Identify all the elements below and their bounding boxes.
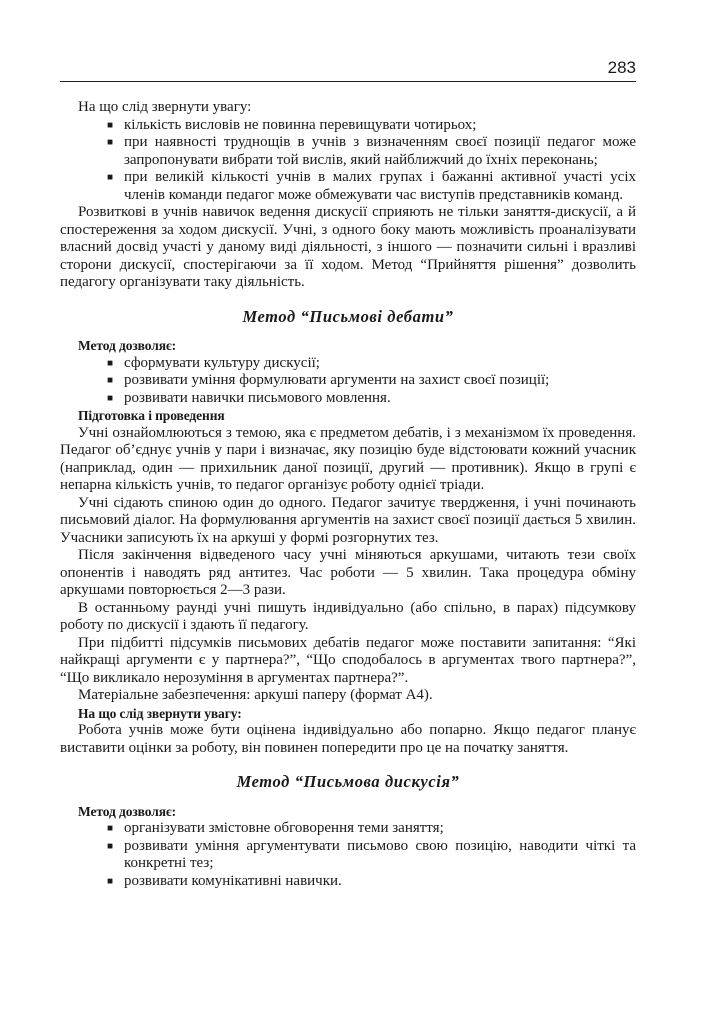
attention-label: На що слід звернути увагу: [78,705,242,721]
page-content [60,99,636,890]
attention-list [60,117,636,205]
page-number: 283 [607,58,636,77]
bullet-icon: ■ [107,137,114,148]
section-heading: Метод “Письмова дискусія” [236,772,460,791]
bullet-icon: ■ [107,357,114,369]
list-item: ■ сформувати культуру дискусії; [107,354,320,371]
header-rule [60,81,636,82]
paragraph: Після закінчення відведеного часу учні міняються аркушами, читають тези своїх опонентів і наводять ряд антитез. Час роботи — 5 хвилин. Така процедура обміну аркушами повторюється 2—3 рази. [60,547,636,598]
bullet-icon: ■ [107,823,114,834]
paragraph: Розвиткові в учнів навичок ведення дискусії сприяють не тільки заняття-дискусії, а й спостереження за ходом дискусії. Учні, з одного боку мають можливість проаналізувати власний досвід участі у даному виді діяльності, з іншого — позначити сильні і вразливі сторони дискусії, спостерігаючи за її ходом. Метод “Прийняття рішення” дозволить педагогу організувати таку діяльність. [60,204,636,290]
paragraph: При підбитті підсумків письмових дебатів педагог може поставити запитання: “Які найкращі аргументи є у партнера?”, “Що сподобалось в аргументах твого партнера?”, “Що викликало нерозуміння в аргументах партнера?”. [60,634,636,686]
paragraph: В останньому раунді учні пишуть індивідуально (або спільно, в парах) підсумкову роботу по дискусії і здають її педагогу. [60,599,636,633]
bullet-icon: ■ [107,119,114,131]
prep-label: Підготовка і проведення [78,408,225,423]
allows-list [60,820,636,890]
allows-label: Метод дозволяє: [78,338,177,353]
allows-label: Метод дозволяє: [78,803,177,819]
list-item: ■ організувати змістовне обговорення теми заняття; [107,820,444,836]
bullet-icon: ■ [107,172,114,183]
paragraph: Робота учнів може бути оцінена індивідуально або попарно. Якщо педагог планує виставити оцінки за роботу, він повинен попередити про це на початку заняття. [60,722,636,756]
section-heading: Метод “Письмові дебати” [242,306,454,326]
bullet-icon: ■ [107,392,114,404]
bullet-icon: ■ [107,840,114,852]
list-item: ■ при наявності труднощів в учнів з визначенням своєї позиції педагог може запропонувати вибрати той вислів, який найближчий до їхніх переконань; [107,134,636,168]
paragraph: Учні ознайомлюються з темою, яка є предметом дебатів, і з механізмом їх проведення. Педагог об’єднує учнів у пари і визначає, яку позицію буде відстоювати кожний учасник (наприклад, один — прихильник даної позиції, другий — противник). Якщо в групі є непарна кількість учнів, то педагог організує роботу однієї тріади. [60,424,636,493]
bullet-icon: ■ [107,875,114,887]
list-item: ■ розвивати комунікативні навички. [107,872,342,889]
list-item: ■ розвивати навички письмового мовлення. [107,389,391,406]
list-item: ■ при великій кількості учнів в малих групах і бажанні активної участі усіх членів команди педагог може обмежувати час виступів представників команд. [107,169,636,203]
paragraph: Учні сідають спиною один до одного. Педагог зачитує твердження, і учні починають письмовий діалог. На формулювання аргументів на захист своєї позиції дається 5 хвилин. Учасники записують їх на аркуші у формі розгорнутих тез. [60,494,636,546]
attention-label: На що слід звернути увагу: [78,99,252,115]
list-item: ■ розвивати уміння формулювати аргументи на захист своєї позиції; [107,372,550,388]
paragraph: Матеріальне забезпечення: аркуші паперу (формат А4). [78,687,433,703]
list-item: ■ розвивати уміння аргументувати письмово свою позицію, наводити чіткі та конкретні тез; [107,837,636,871]
list-item: ■ кількість висловів не повинна перевищувати чотирьох; [107,116,477,133]
allows-list [60,355,636,408]
bullet-icon: ■ [107,375,114,386]
